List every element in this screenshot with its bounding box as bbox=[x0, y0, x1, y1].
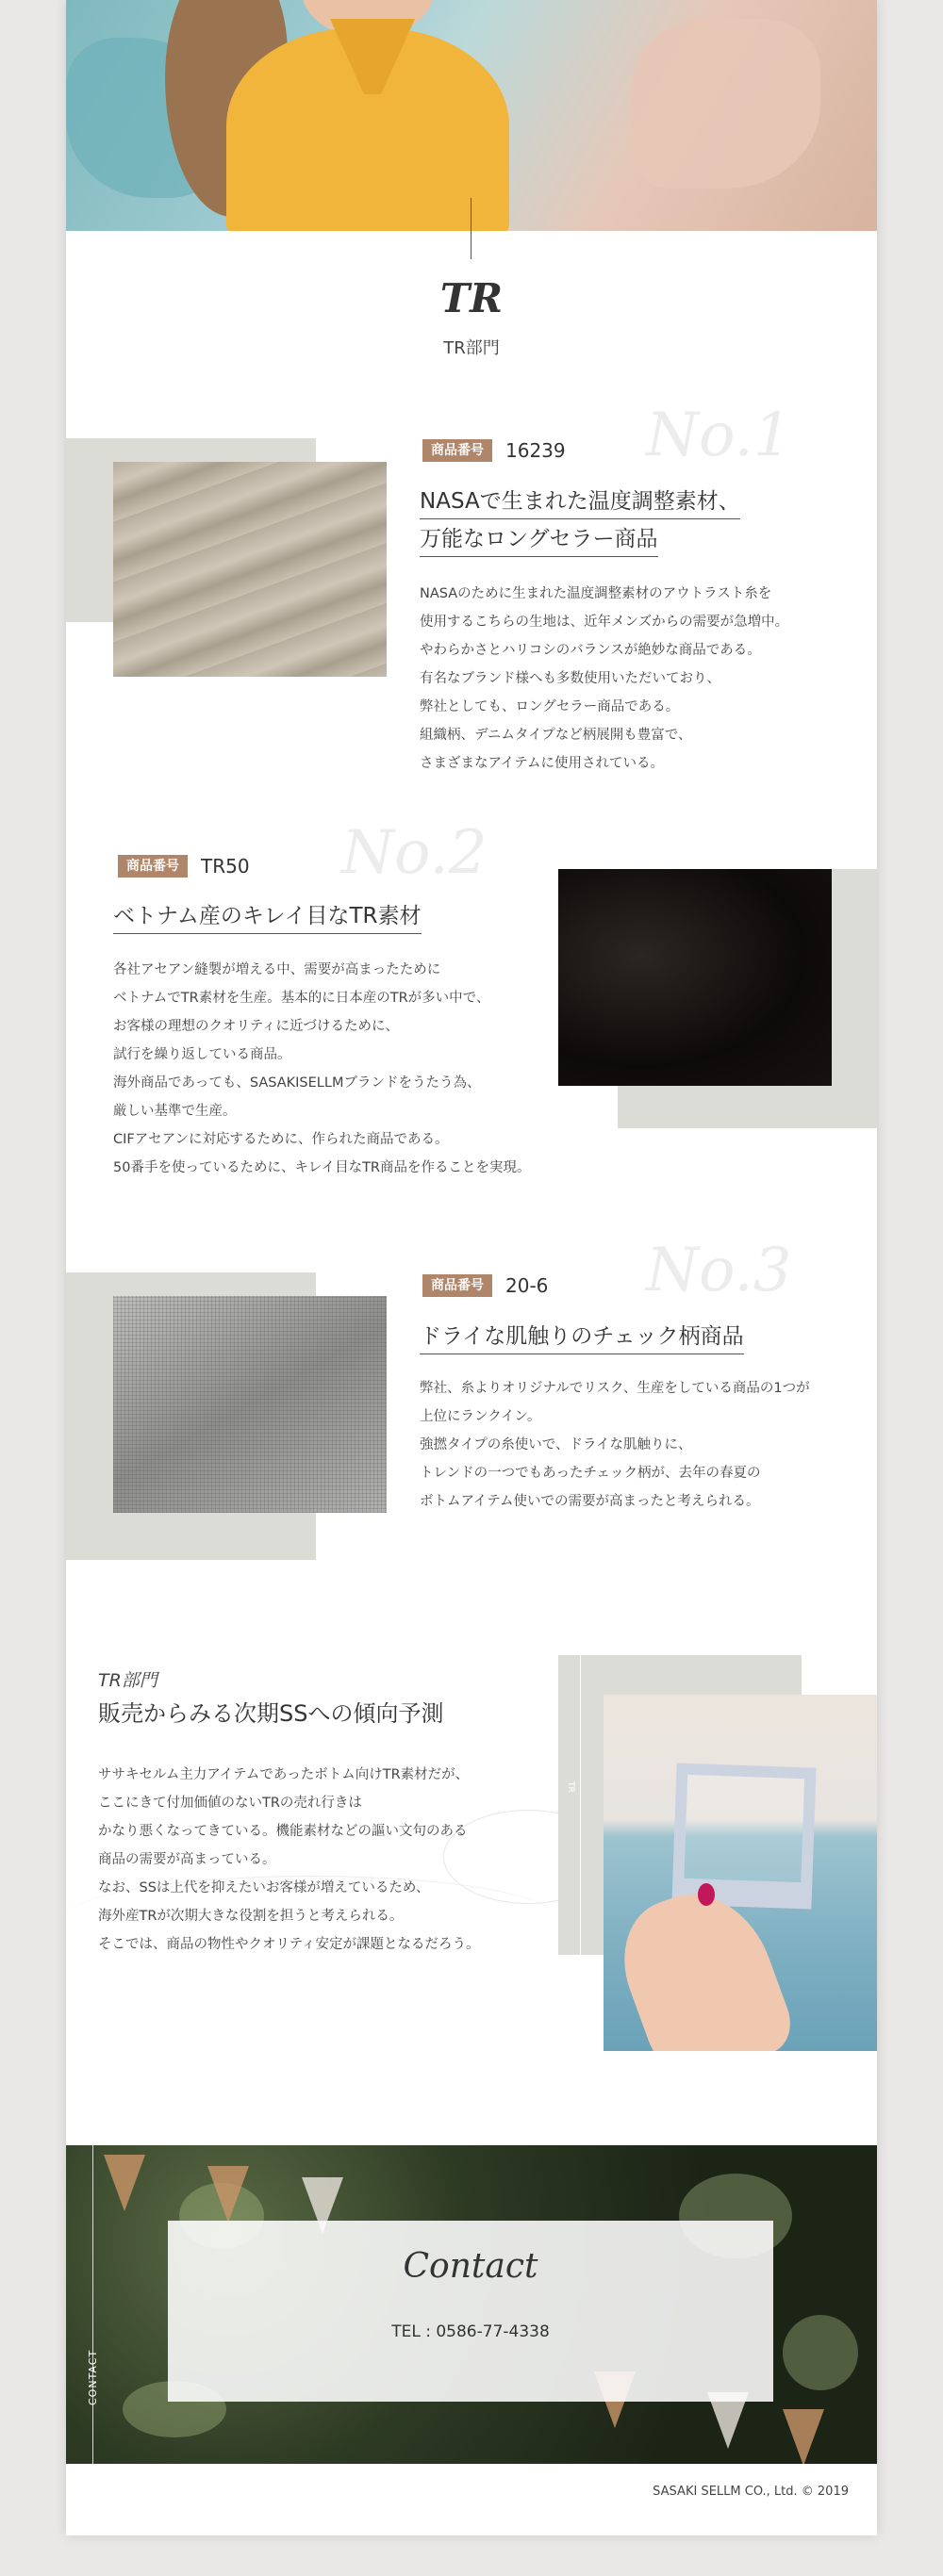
desc-line: 商品の需要が高まっている。 bbox=[98, 1852, 276, 1867]
desc-line: 弊社、糸よりオリジナルでリスク、生産をしている商品の1つが bbox=[420, 1381, 810, 1396]
desc-line: そこでは、商品の物性やクオリティ安定が課題となるだろう。 bbox=[98, 1937, 480, 1952]
product-2-badge: 商品番号 bbox=[118, 855, 188, 878]
contact-phone[interactable]: TEL : 0586-77-4338 bbox=[391, 2322, 550, 2341]
product-3-badge: 商品番号 bbox=[422, 1274, 492, 1297]
polaroid-hand-photo bbox=[604, 1695, 877, 2051]
trend-vertical-tag: TR bbox=[566, 1781, 575, 1793]
product-2-title-line-1: ベトナム産のキレイ目なTR素材 bbox=[113, 899, 422, 934]
trend-description bbox=[98, 1761, 480, 1959]
trend-panel-line bbox=[580, 1655, 581, 1955]
desc-line: やわらかさとハリコシのバランスが絶妙な商品である。 bbox=[420, 643, 761, 658]
product-3-title bbox=[420, 1318, 744, 1355]
page bbox=[66, 0, 877, 2535]
product-2-fabric-image bbox=[558, 869, 832, 1086]
product-3-code: 20-6 bbox=[505, 1274, 549, 1297]
product-1-badge: 商品番号 bbox=[422, 439, 492, 462]
desc-line: 海外産TRが次期大きな役割を担うと考えられる。 bbox=[98, 1909, 404, 1924]
desc-line: ササキセルム主力アイテムであったボトム向けTR素材だが、 bbox=[98, 1767, 470, 1782]
section-title: TR bbox=[439, 275, 504, 321]
desc-line: 厳しい基準で生産。 bbox=[113, 1104, 237, 1119]
desc-line: トレンドの一つでもあったチェック柄が、去年の春夏の bbox=[420, 1466, 761, 1481]
trend-category: TR部門 bbox=[98, 1670, 157, 1691]
desc-line: 海外商品であっても、SASAKISELLMブランドをうたう為、 bbox=[113, 1075, 481, 1091]
desc-line: 各社アセアン縫製が増える中、需要が高まったために bbox=[113, 962, 441, 977]
desc-line: 使用するこちらの生地は、近年メンズからの需要が急増中。 bbox=[420, 615, 789, 630]
desc-line: 強撚タイプの糸使いで、ドライな肌触りに、 bbox=[420, 1437, 692, 1452]
desc-line: 組織柄、デニムタイプなど柄展開も豊富で、 bbox=[420, 728, 692, 743]
footer-copyright: SASAKI SELLM CO., Ltd. © 2019 bbox=[653, 2485, 849, 2499]
contact-banner bbox=[66, 2145, 877, 2464]
desc-line: ベトナムでTR素材を生産。基本的に日本産のTRが多い中で、 bbox=[113, 991, 490, 1006]
desc-line: CIFアセアンに対応するために、作られた商品である。 bbox=[113, 1132, 449, 1147]
desc-line: さまざまなアイテムに使用されている。 bbox=[420, 756, 664, 771]
product-1-fabric-image bbox=[113, 462, 387, 677]
product-1-number: No.1 bbox=[646, 401, 792, 470]
product-1-title-line-2: 万能なロングセラー商品 bbox=[420, 522, 658, 557]
desc-line: NASAのために生まれた温度調整素材のアウトラスト糸を bbox=[420, 586, 772, 601]
section-subtitle: TR部門 bbox=[443, 338, 500, 358]
desc-line: 50番手を使っているために、キレイ目なTR商品を作ることを実現。 bbox=[113, 1160, 531, 1175]
trend-title: 販売からみる次期SSへの傾向予測 bbox=[98, 1700, 444, 1727]
product-1-title-line-1: NASAで生まれた温度調整素材、 bbox=[420, 484, 740, 519]
product-3-title-line-1: ドライな肌触りのチェック柄商品 bbox=[420, 1320, 744, 1354]
desc-line: かなり悪くなってきている。機能素材などの謳い文句のある bbox=[98, 1824, 468, 1839]
desc-line: ここにきて付加価値のないTRの売れ行きは bbox=[98, 1796, 362, 1811]
hero-image bbox=[66, 0, 877, 231]
desc-line: なお、SSは上代を抑えたいお客様が増えているため、 bbox=[98, 1880, 430, 1895]
desc-line: 有名なブランド様へも多数使用いただいており、 bbox=[420, 671, 720, 686]
product-1-code: 16239 bbox=[505, 439, 566, 462]
product-3-description bbox=[420, 1374, 810, 1516]
product-2-description bbox=[113, 956, 531, 1182]
desc-line: 試行を繰り返している商品。 bbox=[113, 1047, 291, 1062]
product-1-description bbox=[420, 580, 788, 778]
product-2-number: No.2 bbox=[341, 818, 488, 888]
desc-line: 弊社としても、ロングセラー商品である。 bbox=[420, 699, 680, 714]
desc-line: ボトムアイテム使いでの需要が高まったと考えられる。 bbox=[420, 1494, 760, 1509]
desc-line: お客様の理想のクオリティに近づけるために、 bbox=[113, 1019, 400, 1034]
contact-title: Contact bbox=[403, 2247, 538, 2286]
contact-side-line bbox=[92, 2145, 93, 2464]
product-2-title bbox=[113, 897, 422, 935]
hero-divider-line bbox=[471, 198, 472, 259]
product-2-code: TR50 bbox=[201, 855, 250, 878]
contact-side-label: CONTACT bbox=[87, 2349, 99, 2405]
product-1-title bbox=[420, 483, 740, 558]
product-3-fabric-image bbox=[113, 1296, 387, 1513]
contact-card[interactable] bbox=[168, 2221, 773, 2402]
product-3-number: No.3 bbox=[646, 1236, 792, 1305]
desc-line: 上位にランクイン。 bbox=[420, 1409, 541, 1424]
